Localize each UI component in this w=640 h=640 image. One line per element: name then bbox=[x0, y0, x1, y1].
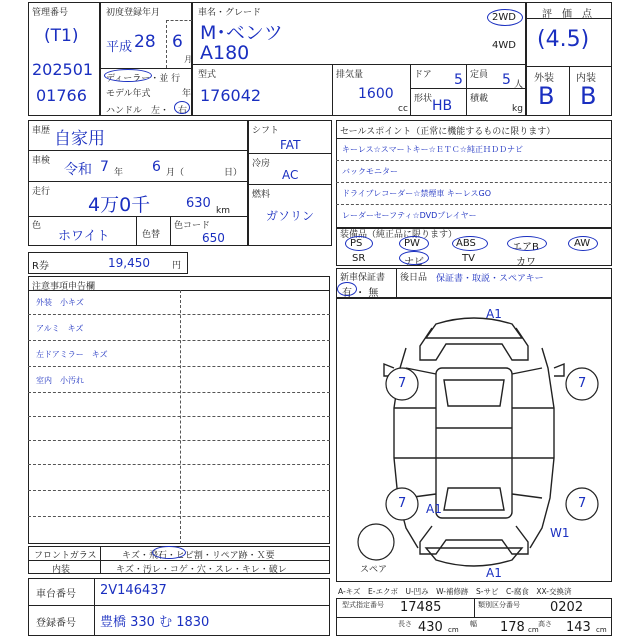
note-line-2: アルミ キズ bbox=[36, 324, 84, 333]
fuel-label: 燃料 bbox=[252, 190, 271, 200]
color-code-label: 色コード bbox=[174, 221, 211, 231]
dealer-circle bbox=[104, 69, 152, 82]
mileage-value: 4万0千 bbox=[88, 194, 151, 216]
mark-rear-a1: A1 bbox=[486, 566, 502, 580]
door-value: 5 bbox=[454, 72, 463, 88]
capacity-label: 定員 bbox=[470, 70, 489, 80]
drive-4wd: 4WD bbox=[492, 40, 516, 51]
shape-value: HB bbox=[432, 98, 453, 114]
handle-label: ハンドル 左・ bbox=[106, 106, 170, 116]
windshield-chip-circle bbox=[152, 546, 186, 559]
height-value: 143 bbox=[566, 620, 591, 635]
exterior-value: B bbox=[538, 82, 555, 110]
fuel-value: ガソリン bbox=[266, 209, 315, 223]
car-diagram bbox=[336, 298, 612, 582]
selling-line-3: ドライブレコーダー☆禁煙車 キーレスGO bbox=[342, 189, 492, 198]
handle-right-circle bbox=[174, 101, 190, 114]
warranty-value: 有 ・ 無 bbox=[342, 288, 379, 299]
inspection-month-unit: 月（ bbox=[166, 168, 185, 178]
warranty-yes-circle bbox=[337, 282, 357, 296]
equip-aw: AW bbox=[574, 238, 591, 249]
notes-title: 注意事項申告欄 bbox=[32, 282, 96, 292]
management-label: 管理番号 bbox=[32, 8, 69, 18]
load-label: 積載 bbox=[470, 94, 489, 104]
equipment-title: 装備品（純正品に限ります） bbox=[340, 230, 458, 240]
interior-label: 内装 bbox=[576, 73, 596, 84]
handle-right: 右 bbox=[178, 106, 188, 116]
class-value: 0202 bbox=[550, 600, 584, 615]
windshield-value: キズ・飛石・ヒビ割・リペア跡・Ｘ要 bbox=[122, 551, 275, 561]
inspection-day-unit: 日） bbox=[224, 168, 243, 178]
bottom-interior-label: 内装 bbox=[52, 565, 71, 575]
selling-line-4: レーダーセーフティ☆DVDプレイヤー bbox=[342, 211, 477, 220]
drive-2wd-circle bbox=[487, 9, 523, 26]
first-reg-month: 6 bbox=[172, 32, 183, 52]
first-reg-month-unit: 月 bbox=[184, 55, 192, 64]
equip-abs: ABS bbox=[456, 238, 476, 249]
equip-pw-circle bbox=[399, 236, 429, 251]
equip-tv: TV bbox=[462, 253, 475, 264]
recycle-value: 19,450 bbox=[108, 256, 150, 270]
note-line-4: 室内 小汚れ bbox=[36, 376, 84, 385]
management-line1: 202501 bbox=[32, 60, 94, 79]
class-label: 類別区分番号 bbox=[478, 601, 520, 609]
km-unit: km bbox=[216, 206, 230, 216]
mark-right-w1: W1 bbox=[550, 526, 570, 540]
equip-aw-circle bbox=[568, 236, 598, 251]
car-name: M･ベンツ bbox=[200, 22, 283, 44]
chassis-value: 2V146437 bbox=[100, 583, 167, 598]
color-code-value: 650 bbox=[202, 231, 225, 245]
ac-label: 冷房 bbox=[252, 159, 271, 169]
ac-value: AC bbox=[282, 168, 299, 182]
displacement-label: 排気量 bbox=[336, 70, 364, 80]
height-unit: cm bbox=[596, 626, 607, 634]
model-year-unit: 年 bbox=[182, 89, 192, 99]
spare-label: スペア bbox=[360, 565, 388, 575]
damage-legend: A-キズ E-エクボ U-凹み W-補修跡 S-サビ C-腐食 XX-交換済 bbox=[338, 587, 572, 596]
color-shade-label: 色替 bbox=[142, 230, 161, 240]
equip-ps-circle bbox=[345, 236, 373, 251]
note-line-3: 左ドアミラー キズ bbox=[36, 350, 108, 359]
inspection-year-unit: 年 bbox=[114, 168, 124, 178]
shift-value: FAT bbox=[280, 138, 301, 152]
selling-line-1: キーレス☆スマートキー☆ＥＴＣ☆純正ＨＤＤナビ bbox=[342, 145, 523, 154]
first-reg-era: 平成 bbox=[106, 40, 133, 55]
after-value: 保証書・取説・スペアキー bbox=[436, 274, 544, 284]
door-label: ドア bbox=[414, 70, 432, 80]
inspection-year: 7 bbox=[100, 159, 109, 175]
type-cert-label: 型式指定番号 bbox=[342, 601, 384, 609]
first-reg-year: 28 bbox=[134, 32, 156, 52]
inspection-era: 令和 bbox=[64, 162, 92, 178]
chassis-label: 車台番号 bbox=[36, 589, 76, 600]
after-label: 後日品 bbox=[400, 273, 428, 283]
car-grade: A180 bbox=[200, 42, 250, 64]
interior-value: B bbox=[580, 82, 597, 110]
windshield-label: フロントガラス bbox=[34, 551, 97, 561]
equip-sr: SR bbox=[352, 253, 366, 264]
equip-airbag: エアB bbox=[512, 242, 539, 253]
mark-left-a1: A1 bbox=[426, 502, 442, 516]
selling-line-2: バックモニター bbox=[342, 167, 398, 176]
equip-abs-circle bbox=[452, 236, 488, 251]
type-cert-value: 17485 bbox=[400, 600, 442, 615]
displacement-value: 1600 bbox=[358, 86, 394, 102]
equip-navi: ナビ bbox=[404, 257, 424, 268]
color-value: ホワイト bbox=[58, 229, 110, 244]
mark-rl-wheel: 7 bbox=[398, 496, 407, 511]
plate-value: 豊橋 330 む 1830 bbox=[100, 615, 210, 630]
shift-label: シフト bbox=[252, 126, 280, 136]
rating-value: (4.5) bbox=[537, 27, 590, 52]
exterior-label: 外装 bbox=[534, 73, 554, 84]
equip-ps: PS bbox=[350, 238, 363, 249]
model-label: 型式 bbox=[198, 70, 217, 80]
dealer-label: ディーラー・並 行 bbox=[106, 74, 181, 84]
type-value: 自家用 bbox=[54, 129, 105, 149]
mileage-sub: 630 bbox=[186, 196, 211, 211]
width-label: 幅 bbox=[470, 620, 477, 628]
inspection-label: 車検 bbox=[32, 156, 51, 166]
mileage-label: 走行 bbox=[32, 187, 51, 197]
recycle-unit: 円 bbox=[172, 261, 182, 271]
bottom-interior-value: キズ・汚レ・コゲ・穴・スレ・キレ・破レ bbox=[116, 565, 287, 575]
mark-rr-wheel: 7 bbox=[578, 496, 587, 511]
note-line-1: 外装 小キズ bbox=[36, 298, 84, 307]
model-year-label: モデル年式 bbox=[106, 89, 151, 99]
kg-unit: kg bbox=[512, 104, 523, 114]
notes-box bbox=[28, 276, 330, 544]
mark-front-a1: A1 bbox=[486, 307, 502, 321]
width-value: 178 bbox=[500, 620, 525, 635]
first-reg-label: 初度登録年月 bbox=[106, 8, 161, 18]
model-value: 176042 bbox=[200, 86, 262, 105]
management-t1: (T1) bbox=[44, 26, 79, 46]
mark-fr-wheel: 7 bbox=[578, 376, 587, 391]
length-unit: cm bbox=[448, 626, 459, 634]
length-value: 430 bbox=[418, 620, 443, 635]
drive-2wd: 2WD bbox=[492, 12, 516, 23]
equip-pw: PW bbox=[404, 238, 420, 249]
equip-navi-circle bbox=[399, 251, 429, 265]
shape-label: 形状 bbox=[414, 94, 433, 104]
cc-unit: cc bbox=[398, 104, 408, 114]
type-label: 車歴 bbox=[32, 126, 51, 136]
equip-leather: カワ bbox=[516, 257, 536, 268]
width-unit: cm bbox=[528, 626, 539, 634]
selling-points-title: セールスポイント（正常に機能するものに限ります） bbox=[340, 127, 556, 137]
height-label: 高さ bbox=[538, 620, 552, 628]
color-label: 色 bbox=[32, 221, 42, 231]
mark-fl-wheel: 7 bbox=[398, 376, 407, 391]
warranty-label: 新車保証書 bbox=[340, 273, 386, 283]
capacity-value: 5 bbox=[502, 72, 511, 88]
rating-label: 評 価 点 bbox=[542, 9, 592, 20]
inspection-month: 6 bbox=[152, 159, 161, 175]
management-line2: 01766 bbox=[36, 86, 87, 105]
plate-label: 登録番号 bbox=[36, 618, 76, 629]
car-name-label: 車名・グレード bbox=[198, 8, 262, 18]
length-label: 長さ bbox=[398, 620, 412, 628]
recycle-label: R券 bbox=[32, 261, 49, 272]
equip-airbag-circle bbox=[507, 236, 547, 251]
capacity-unit: 人 bbox=[514, 80, 524, 90]
